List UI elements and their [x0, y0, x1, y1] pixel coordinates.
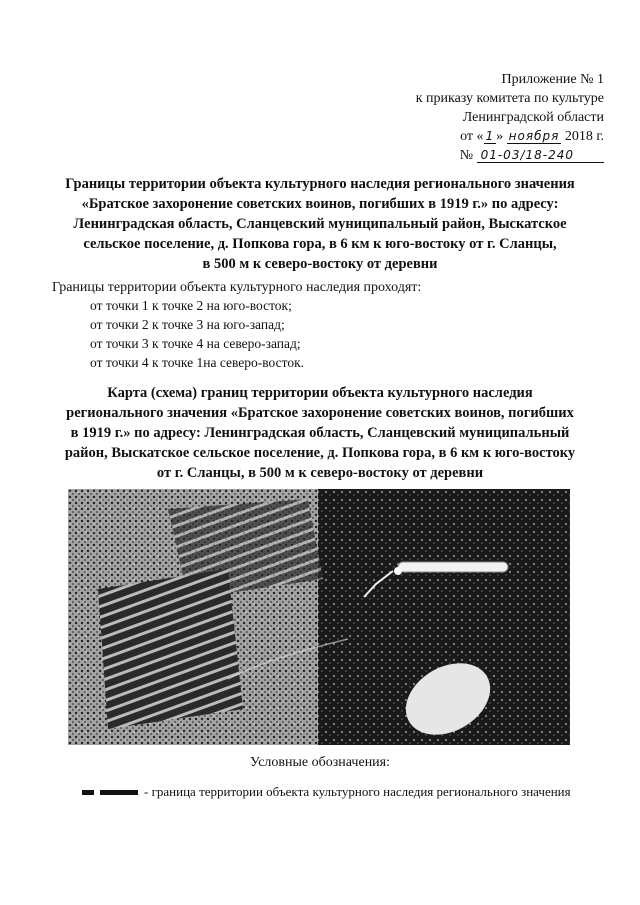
- boundary-line-symbol: [100, 790, 138, 795]
- map-title: Карта (схема) границ территории объекта культурного наследия регионального значения «Братское захоронение советских воинов, погибших в 1919 г.» по адресу: Ленинградская область, Сланцевский муниципальный район, Выскатское сельское поселение, д. Попкова гора, в 6 км к юго-востоку от г. Сланцы, в 500 м к северо-востоку от деревни: [64, 385, 576, 481]
- boundary-line-symbol: [82, 790, 94, 795]
- boundaries-intro: Границы территории объекта культурного наследия проходят:: [52, 280, 422, 295]
- appendix-header: [416, 70, 604, 165]
- date-year: 2018 г.: [564, 129, 604, 144]
- legend-item: [82, 784, 571, 800]
- list-item: от точки 1 к точке 2 на юго-восток;: [90, 298, 292, 313]
- order-number-value: 01-03/18-240: [477, 148, 604, 163]
- date-day: 1: [485, 129, 495, 143]
- date-month: ноября: [508, 129, 560, 143]
- list-item: от точки 2 к точке 3 на юго-запад;: [90, 317, 285, 332]
- order-date: от « 1 » ноября 2018 г.: [460, 129, 604, 144]
- list-item: от точки 4 к точке 1на северо-восток.: [90, 355, 305, 370]
- boundary-points-list: [90, 296, 304, 372]
- appendix-number: Приложение № 1: [501, 72, 604, 87]
- list-item: от точки 3 к точке 4 на северо-запад;: [90, 336, 301, 351]
- boundaries-title: Границы территории объекта культурного наследия регионального значения «Братское захоронение советских воинов, погибших в 1919 г.» по адресу: Ленинградская область, Сланцевский муниципальный район, Выскатское сельское поселение, д. Попкова гора, в 6 км к юго-востоку от г. Сланцы, в 500 м к северо-востоку от деревни: [65, 176, 575, 272]
- legend-title: Условные обозначения:: [249, 755, 391, 770]
- order-number: № 01-03/18-240: [416, 146, 604, 165]
- map-graphic: [68, 489, 570, 745]
- order-reference: к приказу комитета по культуре: [415, 91, 604, 106]
- legend-label: - граница территории объекта культурного наследия регионального значения: [144, 784, 571, 799]
- satellite-map-image: [68, 489, 570, 745]
- region-name: Ленинградской области: [462, 110, 604, 125]
